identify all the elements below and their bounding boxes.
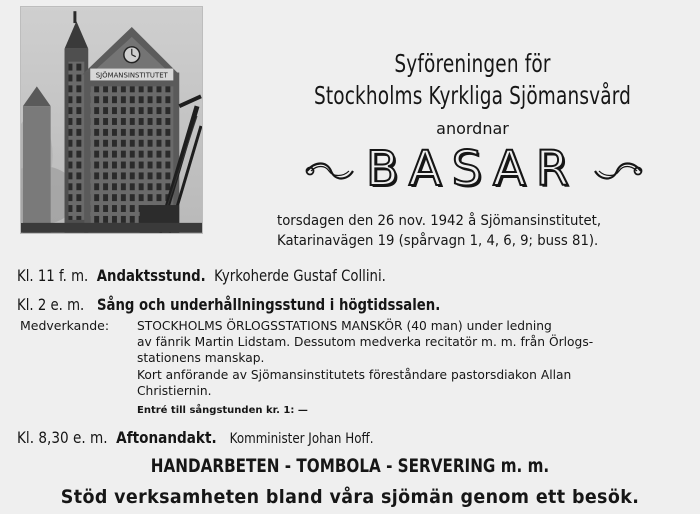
event-title-row — [300, 141, 645, 197]
participants-line: Kort anförande av Sjömansinstitutets föreståndare pastorsdiakon Allan — [137, 367, 572, 382]
program-time: Kl. 11 f. m. — [17, 266, 89, 285]
participants-label: Medverkande: — [20, 318, 110, 333]
date-line: torsdagen den 26 nov. 1942 å Sjömansinstitutet, — [277, 213, 602, 229]
building-sign: SJÖMANSINSTITUTET — [95, 71, 168, 80]
activities-banner: HANDARBETEN - TOMBOLA - SERVERING m. m. — [150, 455, 550, 477]
program-time: Kl. 8,30 e. m. — [17, 428, 108, 447]
right-flourish-icon — [593, 160, 643, 182]
anordnar-text: anordnar — [436, 119, 509, 138]
participants-line: stationens manskap. — [137, 350, 265, 365]
program-person: Komminister Johan Hoff. — [229, 431, 374, 447]
address-line: Katarinavägen 19 (spårvagn 1, 4, 6, 9; buss 81). — [277, 233, 599, 249]
program-item-evening — [17, 430, 373, 446]
participants-line: STOCKHOLMS ÖRLOGSSTATIONS MANSKÖR (40 man) under ledning — [137, 318, 552, 333]
event-title: BASAR — [365, 141, 580, 197]
building-drawing — [21, 7, 202, 233]
program-item-afternoon — [17, 297, 440, 313]
left-flourish-icon — [305, 160, 355, 182]
program-item-morning — [17, 268, 386, 284]
program-person: Kyrkoherde Gustaf Collini. — [214, 266, 386, 285]
program-event: Sång och underhållningsstund i högtidssalen. — [96, 295, 441, 314]
organisation-line-2: Stockholms Kyrkliga Sjömansvård — [313, 81, 632, 110]
entrance-fee: Entré till sångstunden kr. 1: — — [137, 405, 308, 416]
organisation-line-1: Syföreningen för — [394, 49, 551, 78]
program-event: Andaktsstund. — [96, 266, 206, 285]
participants-line: Christiernin. — [137, 383, 212, 398]
program-time: Kl. 2 e. m. — [17, 295, 85, 314]
participants-line: av fänrik Martin Lidstam. Dessutom medverka recitatör m. m. från Örlogs- — [137, 334, 594, 349]
building-illustration — [20, 6, 203, 234]
slogan: Stöd verksamheten bland våra sjömän genom ett besök. — [60, 486, 640, 508]
program-event: Aftonandakt. — [116, 428, 217, 447]
